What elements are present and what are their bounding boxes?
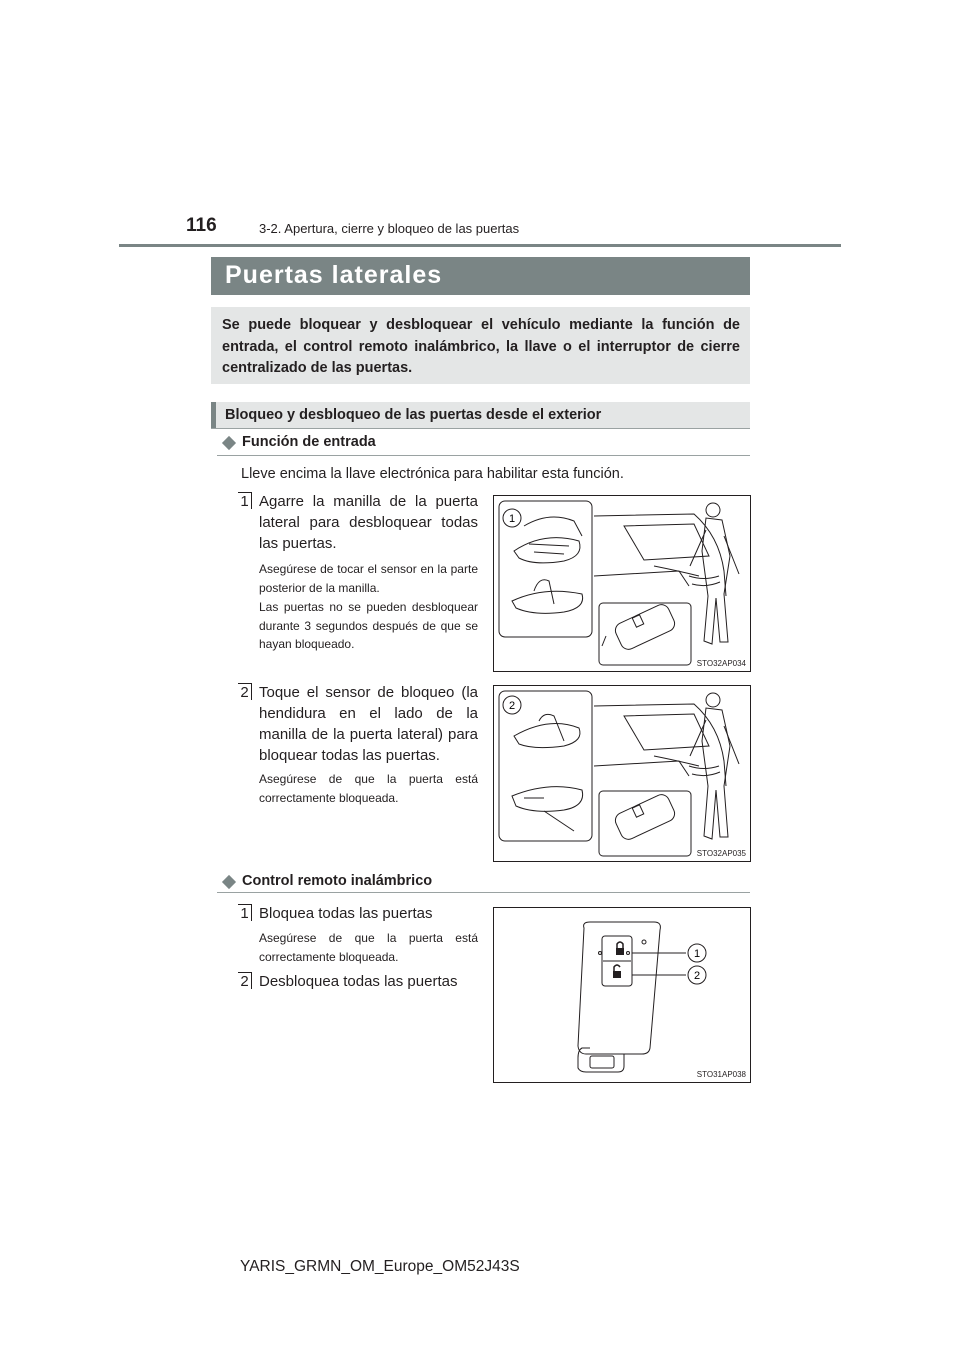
subsection-title: Bloqueo y desbloqueo de las puertas desde el exterior [225, 407, 602, 423]
entry-lead: Lleve encima la llave electrónica para habilitar esta función. [241, 466, 624, 482]
running-header: 3-2. Apertura, cierre y bloqueo de las puertas [259, 221, 520, 236]
subsection-bar [211, 402, 750, 429]
step-text: Desbloquea todas las puertas [259, 973, 458, 990]
callout-number: 2 [693, 970, 701, 982]
step-number: 2 [238, 972, 252, 989]
section-title-bar [211, 257, 750, 295]
page-number: 116 [186, 215, 217, 236]
unlock-icon [613, 971, 621, 978]
step-number: 1 [238, 904, 252, 921]
step-note: Asegúrese de que la puerta está correctamente bloqueada. [259, 772, 478, 805]
intro-box [211, 307, 750, 384]
step-note: Asegúrese de que la puerta está correctamente bloqueada. [259, 931, 478, 964]
figure-code: STO32AP035 [696, 849, 746, 858]
remote-key-illustration [494, 908, 750, 1082]
step-text: Bloquea todas las puertas [259, 905, 433, 922]
diamond-icon [222, 875, 236, 889]
heading-rule [217, 892, 750, 893]
heading-rule [217, 455, 750, 456]
figure-remote-key [493, 907, 751, 1083]
header-rule [119, 244, 841, 247]
step-number: 2 [238, 683, 252, 700]
figure-code: STO31AP038 [696, 1070, 746, 1079]
step-number: 1 [238, 492, 252, 509]
lock-icon [616, 948, 624, 955]
diamond-icon [222, 436, 236, 450]
section-title: Puertas laterales [225, 261, 443, 289]
figure-code: STO32AP034 [696, 659, 746, 668]
door-unlock-illustration [494, 496, 750, 671]
step-text: Agarre la manilla de la puerta lateral para desbloquear todas las puertas. [259, 493, 478, 552]
figure-door-lock [493, 685, 751, 862]
callout-number: 2 [508, 700, 516, 712]
door-lock-illustration [494, 686, 750, 861]
callout-number: 1 [508, 513, 516, 525]
step-note: Las puertas no se pueden desbloquear durante 3 segundos después de que se hayan bloqueado. [259, 600, 478, 651]
step-note: Asegúrese de tocar el sensor en la parte posterior de la manilla. [259, 562, 478, 595]
figure-door-unlock [493, 495, 751, 672]
callout-number: 1 [693, 948, 701, 960]
step-text: Toque el sensor de bloqueo (la hendidura en el lado de la manilla de la puerta lateral) para bloquear todas las puertas. [259, 684, 478, 764]
footer-code: YARIS_GRMN_OM_Europe_OM52J43S [240, 1258, 520, 1275]
intro-text: Se puede bloquear y desbloquear el vehículo mediante la función de entrada, el control remoto inalámbrico, la llave o el interruptor de cierre centralizado de las puertas. [222, 317, 740, 376]
subsection-accent [211, 402, 216, 428]
remote-heading: Control remoto inalámbrico [242, 873, 433, 889]
entry-function-heading: Función de entrada [242, 434, 376, 450]
